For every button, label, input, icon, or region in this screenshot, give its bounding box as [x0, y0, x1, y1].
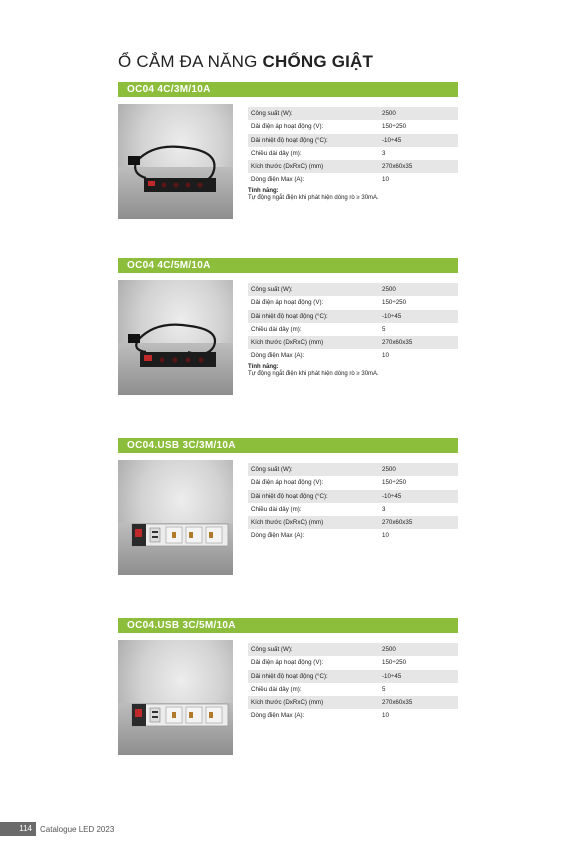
feature-note: Tính năng: Tự động ngắt điện khi phát hiện dòng rò ≥ 30mA.	[248, 188, 379, 201]
product-photo	[118, 280, 233, 395]
catalogue-label: Catalogue LED 2023	[40, 824, 115, 834]
spec-row: Dải điện áp hoạt động (V): 150÷250	[251, 299, 407, 307]
spec-row: Kích thước (DxRxC) (mm) 270x60x35	[248, 696, 458, 709]
spec-row: Kích thước (DxRxC) (mm) 270x60x35	[248, 336, 458, 349]
product-code-bar: OC04 4C/5M/10A	[118, 258, 458, 273]
spec-row: Chiều dài dây (m): 3	[251, 505, 386, 513]
page-number: 114	[0, 822, 36, 836]
spec-row: Dải điện áp hoạt động (V): 150÷250	[251, 123, 407, 131]
spec-row: Dòng điện Max (A): 10	[251, 532, 389, 540]
spec-row: Chiều dài dây (m): 5	[251, 685, 386, 693]
product-code-bar: OC04 4C/3M/10A	[118, 82, 458, 97]
spec-table	[248, 643, 458, 723]
spec-row: Công suất (W): 2500	[248, 283, 458, 296]
spec-row: Dải điện áp hoạt động (V): 150÷250	[251, 659, 407, 667]
product-code-bar: OC04.USB 3C/5M/10A	[118, 618, 458, 633]
product-section	[118, 258, 458, 377]
spec-row: Công suất (W): 2500	[248, 463, 458, 476]
spec-row: Dòng điện Max (A): 10	[251, 352, 389, 360]
product-photo	[118, 460, 233, 575]
page-title: Ổ CẮM ĐA NĂNG CHỐNG GIẬT	[118, 52, 374, 71]
spec-row: Dải nhiệt độ hoạt động (°C): -10÷45	[248, 670, 458, 683]
spec-row: Chiều dài dây (m): 5	[251, 325, 386, 333]
product-section	[118, 82, 458, 201]
spec-row: Chiều dài dây (m): 3	[251, 149, 386, 157]
spec-row: Công suất (W): 2500	[248, 107, 458, 120]
page-footer	[0, 822, 114, 836]
product-section	[118, 438, 458, 540]
product-photo	[118, 104, 233, 219]
feature-note: Tính năng: Tự động ngắt điện khi phát hiện dòng rò ≥ 30mA.	[248, 364, 379, 377]
spec-table	[248, 283, 458, 363]
spec-table	[248, 463, 458, 543]
product-code-bar: OC04.USB 3C/3M/10A	[118, 438, 458, 453]
spec-row: Dòng điện Max (A): 10	[251, 712, 389, 720]
spec-row: Dải nhiệt độ hoạt động (°C): -10÷45	[248, 310, 458, 323]
spec-row: Dải nhiệt độ hoạt động (°C): -10÷45	[248, 134, 458, 147]
spec-row: Kích thước (DxRxC) (mm) 270x60x35	[248, 160, 458, 173]
spec-table	[248, 107, 458, 187]
spec-row: Dải nhiệt độ hoạt động (°C): -10÷45	[248, 490, 458, 503]
spec-row: Dòng điện Max (A): 10	[251, 176, 389, 184]
spec-row: Dải điện áp hoạt động (V): 150÷250	[251, 479, 407, 487]
spec-row: Kích thước (DxRxC) (mm) 270x60x35	[248, 516, 458, 529]
spec-row: Công suất (W): 2500	[248, 643, 458, 656]
product-photo	[118, 640, 233, 755]
product-section	[118, 618, 458, 720]
